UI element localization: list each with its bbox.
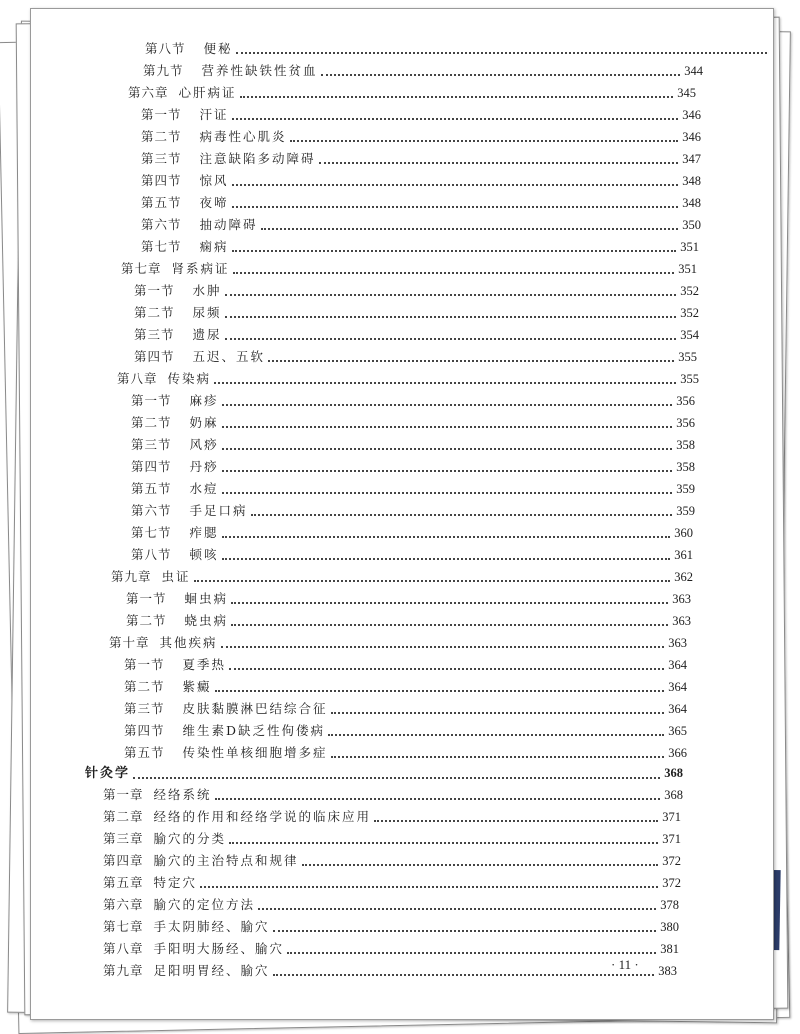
toc-entry-page: 359 [676, 504, 695, 518]
toc-leader-dots [258, 908, 656, 910]
toc-entry-number: 第八章 [103, 941, 144, 956]
toc-entry-page: 363 [668, 636, 687, 650]
toc-entry-number: 第一节 [126, 591, 167, 606]
toc-entry-number: 第四章 [103, 853, 144, 868]
toc-section[interactable] [141, 195, 701, 211]
toc-entry-page: 350 [682, 218, 701, 232]
toc-entry-page: 351 [680, 240, 699, 254]
toc-page [30, 8, 774, 1020]
page-number: · 11 · [611, 957, 639, 972]
toc-entry-number: 第五节 [131, 481, 172, 496]
toc-entry-title: 遗尿 [192, 327, 222, 342]
toc-chapter[interactable] [103, 941, 679, 957]
toc-leader-dots [331, 756, 665, 758]
toc-section[interactable] [131, 393, 695, 409]
toc-section[interactable] [126, 591, 691, 607]
toc-leader-dots [222, 492, 673, 494]
toc-leader-dots [331, 712, 665, 714]
toc-entry-title: 针灸学 [85, 766, 131, 781]
toc-entry-page: 381 [660, 942, 679, 956]
toc-entry-title: 手太阴肺经、腧穴 [153, 919, 270, 934]
toc-leader-dots [214, 382, 676, 384]
toc-leader-dots [225, 294, 677, 296]
toc-entry-title: 痄腮 [189, 525, 219, 540]
toc-chapter[interactable] [109, 635, 687, 651]
toc-leader-dots [215, 690, 665, 692]
toc-entry-number: 第七章 [103, 919, 144, 934]
toc-leader-dots [231, 602, 668, 604]
toc-entry-title: 虫证 [161, 569, 191, 584]
toc-entry-page: 345 [677, 86, 696, 100]
toc-entry-page: 347 [682, 152, 701, 166]
toc-section[interactable] [124, 679, 687, 695]
toc-entry-title: 便秘 [203, 41, 233, 56]
toc-entry-title: 水痘 [189, 481, 219, 496]
toc-leader-dots [374, 820, 658, 822]
toc-entry-page: 358 [676, 438, 695, 452]
toc-chapter[interactable] [103, 963, 677, 979]
toc-entry-page: 365 [668, 724, 687, 738]
toc-entry-page: 372 [662, 854, 681, 868]
toc-entry-page: 346 [682, 130, 701, 144]
toc-leader-dots [233, 272, 675, 274]
toc-entry-number: 第二节 [126, 613, 167, 628]
toc-entry-page: 362 [674, 570, 693, 584]
toc-entry-number: 第三节 [124, 701, 165, 716]
toc-section[interactable] [141, 129, 701, 145]
toc-entry-title: 尿频 [192, 305, 222, 320]
toc-leader-dots [229, 668, 664, 670]
toc-leader-dots [273, 974, 655, 976]
toc-entry-title: 痫病 [199, 239, 229, 254]
toc-entry-title: 奶麻 [189, 415, 219, 430]
toc-entry-page: 378 [660, 898, 679, 912]
toc-entry-number: 第六节 [141, 217, 182, 232]
toc-section[interactable] [134, 305, 699, 321]
toc-entry-page: 356 [676, 416, 695, 430]
toc-entry-number: 第八节 [145, 41, 186, 56]
toc-entry-page: 354 [680, 328, 699, 342]
toc-entry-title: 维生素D缺乏性佝偻病 [182, 723, 326, 738]
toc-leader-dots [319, 162, 679, 164]
toc-entry-title: 麻疹 [189, 393, 219, 408]
toc-entry-number: 第四节 [124, 723, 165, 738]
toc-leader-dots [268, 360, 674, 362]
toc-entry-page: 348 [682, 196, 701, 210]
toc-entry-page: 363 [672, 592, 691, 606]
toc-section[interactable] [145, 41, 771, 57]
toc-entry-title: 特定穴 [153, 875, 198, 890]
toc-chapter[interactable] [103, 787, 683, 803]
toc-entry-page: 366 [668, 746, 687, 760]
toc-leader-dots [232, 184, 679, 186]
toc-entry-page: 352 [680, 306, 699, 320]
toc-entry-number: 第二节 [141, 129, 182, 144]
toc-entry-number: 第六节 [131, 503, 172, 518]
toc-leader-dots [215, 798, 661, 800]
toc-entry-page: 355 [680, 372, 699, 386]
toc-entry-title: 惊风 [199, 173, 229, 188]
toc-entry-number: 第八章 [117, 371, 158, 386]
toc-entry-page: 346 [682, 108, 701, 122]
toc-entry-number: 第三节 [141, 151, 182, 166]
toc-entry-page: 358 [676, 460, 695, 474]
toc-leader-dots [222, 536, 671, 538]
toc-entry-page: 368 [664, 766, 683, 780]
toc-entry-number: 第六章 [128, 85, 169, 100]
toc-entry-title: 蛲虫病 [184, 613, 229, 628]
toc-leader-dots [302, 864, 659, 866]
toc-section[interactable] [131, 459, 695, 475]
toc-entry-number: 第七节 [141, 239, 182, 254]
toc-entry-number: 第三章 [103, 831, 144, 846]
toc-section[interactable] [141, 173, 701, 189]
toc-leader-dots [133, 777, 660, 779]
toc-leader-dots [222, 470, 673, 472]
toc-section[interactable] [134, 327, 699, 343]
toc-entry-number: 第六章 [103, 897, 144, 912]
toc-chapter[interactable] [103, 919, 679, 935]
toc-entry-number: 第九章 [111, 569, 152, 584]
toc-entry-title: 足阳明胃经、腧穴 [153, 963, 270, 978]
toc-entry-page: 364 [668, 680, 687, 694]
toc-section[interactable] [141, 239, 699, 255]
toc-entry-title: 经络的作用和经络学说的临床应用 [153, 809, 372, 824]
toc-leader-dots [236, 52, 767, 54]
toc-leader-dots [232, 118, 679, 120]
toc-entry-number: 第八节 [131, 547, 172, 562]
toc-leader-dots [221, 646, 665, 648]
toc-entry-title: 紫癜 [182, 679, 212, 694]
toc-entry-number: 第三节 [131, 437, 172, 452]
toc-entry-number: 第七章 [121, 261, 162, 276]
toc-entry-page: 371 [662, 810, 681, 824]
toc-entry-page: 383 [658, 964, 677, 978]
toc-entry-title: 丹痧 [189, 459, 219, 474]
toc-entry-title: 手阳明大肠经、腧穴 [153, 941, 285, 956]
toc-entry-title: 营养性缺铁性贫血 [201, 63, 318, 78]
toc-leader-dots [287, 952, 656, 954]
toc-entry-number: 第四节 [141, 173, 182, 188]
toc-entry-title: 心肝病证 [178, 85, 237, 100]
toc-entry-page: 355 [678, 350, 697, 364]
toc-entry-title: 汗证 [199, 107, 229, 122]
toc-section[interactable] [131, 525, 693, 541]
toc-section[interactable] [141, 151, 701, 167]
toc-entry-title: 腧穴的主治特点和规律 [153, 853, 299, 868]
toc-leader-dots [321, 74, 681, 76]
toc-chapter[interactable] [103, 897, 679, 913]
toc-entry-page: 348 [682, 174, 701, 188]
toc-leader-dots [328, 734, 664, 736]
toc-entry-number: 第一节 [141, 107, 182, 122]
toc-leader-dots [229, 842, 658, 844]
toc-chapter[interactable] [103, 831, 681, 847]
toc-entry-number: 第二节 [131, 415, 172, 430]
toc-leader-dots [194, 580, 671, 582]
toc-entry-number: 第四节 [131, 459, 172, 474]
toc-leader-dots [222, 558, 671, 560]
toc-entry-title: 顿咳 [189, 547, 219, 562]
toc-entry-title: 皮肤黏膜淋巴结综合征 [182, 701, 328, 716]
toc-entry-number: 第五节 [124, 745, 165, 760]
toc-chapter[interactable] [117, 371, 699, 387]
toc-entry-title: 蛔虫病 [184, 591, 229, 606]
toc-entry-page: 368 [664, 788, 683, 802]
toc-entry-title: 五迟、五软 [192, 349, 266, 364]
toc-entry-page: 371 [662, 832, 681, 846]
toc-section[interactable] [141, 107, 701, 123]
toc-leader-dots [290, 140, 679, 142]
toc-leader-dots [251, 514, 673, 516]
toc-entry-page: 359 [676, 482, 695, 496]
toc-entry-title: 手足口病 [189, 503, 248, 518]
toc-entry-title: 传染病 [167, 371, 212, 386]
toc-section[interactable] [143, 63, 703, 79]
toc-entry-page: 361 [674, 548, 693, 562]
toc-entry-title: 抽动障碍 [199, 217, 258, 232]
toc-chapter[interactable] [111, 569, 693, 585]
toc-entry-page: 352 [680, 284, 699, 298]
toc-leader-dots [261, 228, 679, 230]
toc-entry-number: 第五节 [141, 195, 182, 210]
toc-entry-page: 363 [672, 614, 691, 628]
toc-section[interactable] [124, 657, 687, 673]
toc-section[interactable] [131, 415, 695, 431]
toc-entry-title: 夜啼 [199, 195, 229, 210]
toc-section[interactable] [134, 349, 697, 365]
toc-entry-title: 肾系病证 [171, 261, 230, 276]
toc-section[interactable] [131, 547, 693, 563]
toc-chapter[interactable] [103, 853, 681, 869]
table-of-contents [31, 9, 773, 1019]
toc-entry-number: 第二节 [134, 305, 175, 320]
toc-leader-dots [222, 448, 673, 450]
toc-leader-dots [225, 316, 677, 318]
toc-entry-number: 第五章 [103, 875, 144, 890]
toc-leader-dots [225, 338, 677, 340]
toc-chapter[interactable] [121, 261, 697, 277]
toc-entry-title: 腧穴的定位方法 [153, 897, 256, 912]
toc-entry-page: 351 [678, 262, 697, 276]
toc-section[interactable] [124, 701, 687, 717]
toc-entry-title: 风痧 [189, 437, 219, 452]
toc-entry-title: 其他疾病 [159, 635, 218, 650]
toc-leader-dots [240, 96, 674, 98]
toc-section[interactable] [131, 437, 695, 453]
toc-entry-number: 第一节 [131, 393, 172, 408]
toc-entry-number: 第二章 [103, 809, 144, 824]
toc-section[interactable] [134, 283, 699, 299]
toc-entry-page: 360 [674, 526, 693, 540]
toc-entry-title: 注意缺陷多动障碍 [199, 151, 316, 166]
toc-entry-page: 344 [684, 64, 703, 78]
toc-section[interactable] [124, 745, 687, 761]
toc-entry-title: 夏季热 [182, 657, 227, 672]
toc-entry-title: 病毒性心肌炎 [199, 129, 287, 144]
toc-entry-title: 经络系统 [153, 787, 212, 802]
toc-entry-title: 传染性单核细胞增多症 [182, 745, 328, 760]
toc-entry-page: 372 [662, 876, 681, 890]
toc-leader-dots [232, 206, 679, 208]
toc-leader-dots [222, 404, 673, 406]
toc-leader-dots [222, 426, 673, 428]
toc-chapter[interactable] [128, 85, 696, 101]
toc-entry-number: 第九节 [143, 63, 184, 78]
toc-entry-title: 腧穴的分类 [153, 831, 227, 846]
toc-section[interactable] [131, 503, 695, 519]
toc-entry-number: 第一章 [103, 787, 144, 802]
toc-entry-page: 364 [668, 658, 687, 672]
toc-leader-dots [200, 886, 658, 888]
toc-chapter[interactable] [103, 809, 681, 825]
toc-chapter[interactable] [103, 875, 681, 891]
toc-entry-number: 第九章 [103, 963, 144, 978]
toc-entry-number: 第七节 [131, 525, 172, 540]
toc-entry-number: 第二节 [124, 679, 165, 694]
toc-part[interactable] [85, 765, 683, 782]
toc-section[interactable] [126, 613, 691, 629]
toc-entry-title: 水肿 [192, 283, 222, 298]
toc-entry-number: 第十章 [109, 635, 150, 650]
toc-leader-dots [232, 250, 677, 252]
toc-leader-dots [273, 930, 657, 932]
toc-entry-number: 第四节 [134, 349, 175, 364]
toc-leader-dots [231, 624, 668, 626]
toc-entry-number: 第一节 [134, 283, 175, 298]
toc-entry-page: 364 [668, 702, 687, 716]
toc-section[interactable] [131, 481, 695, 497]
toc-entry-number: 第三节 [134, 327, 175, 342]
toc-section[interactable] [124, 723, 687, 739]
toc-entry-page: 380 [660, 920, 679, 934]
toc-entry-page: 356 [676, 394, 695, 408]
toc-entry-number: 第一节 [124, 657, 165, 672]
toc-section[interactable] [141, 217, 701, 233]
